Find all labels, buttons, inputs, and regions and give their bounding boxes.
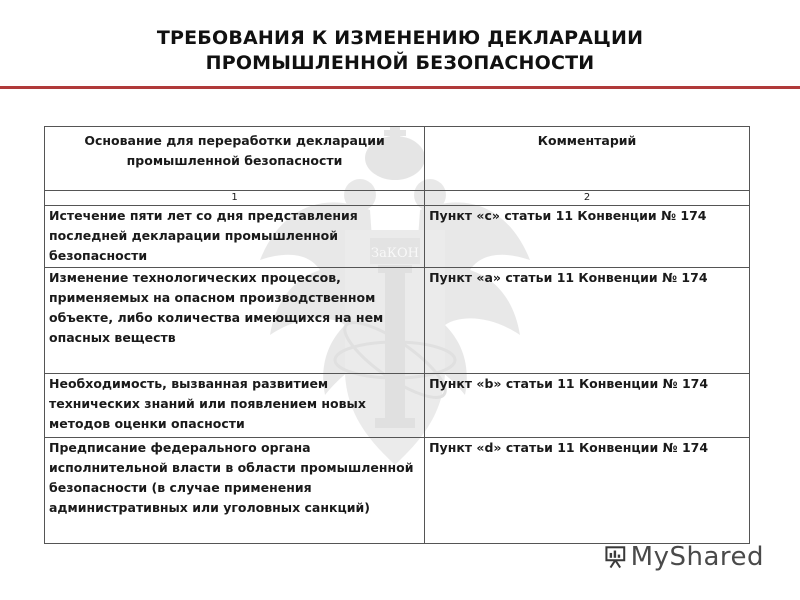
header-comment: Комментарий [425,127,750,191]
column-number-1: 1 [45,191,425,206]
header-basis: Основание для переработки декларации промышленной безопасности [45,127,425,191]
title-divider [0,86,800,89]
title-line-2: ПРОМЫШЛЕННОЙ БЕЗОПАСНОСТИ [205,52,595,74]
table-row [45,206,750,268]
row-basis: Предписание федерального органа исполнительной власти в области промышленной безопасности (в случае применения административных или уголовных санкций) [45,438,425,544]
row-basis: Истечение пяти лет со дня представления последней декларации промышленной безопасности [45,206,425,268]
presentation-board-icon [604,543,627,571]
row-comment: Пункт «b» статьи 11 Конвенции № 174 [425,374,750,438]
slide-title [0,26,800,76]
row-basis: Необходимость, вызванная развитием технических знаний или появлением новых методов оценки опасности [45,374,425,438]
row-comment: Пункт «a» статьи 11 Конвенции № 174 [425,268,750,374]
emblem-book-text: ЗаКОН [371,246,419,261]
table-row [45,268,750,374]
myshared-logo-text: MyShared [630,542,764,572]
row-comment: Пункт «c» статьи 11 Конвенции № 174 [425,206,750,268]
myshared-logo[interactable] [604,540,764,574]
row-basis: Изменение технологических процессов, применяемых на опасном производственном объекте, либо количества имеющихся на нем опасных веществ [45,268,425,374]
column-number-row [45,191,750,206]
table-header-row [45,127,750,191]
table-row [45,438,750,544]
requirements-table [44,126,750,544]
title-line-1: ТРЕБОВАНИЯ К ИЗМЕНЕНИЮ ДЕКЛАРАЦИИ [156,27,644,49]
table-row [45,374,750,438]
row-comment: Пункт «d» статьи 11 Конвенции № 174 [425,438,750,544]
column-number-2: 2 [425,191,750,206]
